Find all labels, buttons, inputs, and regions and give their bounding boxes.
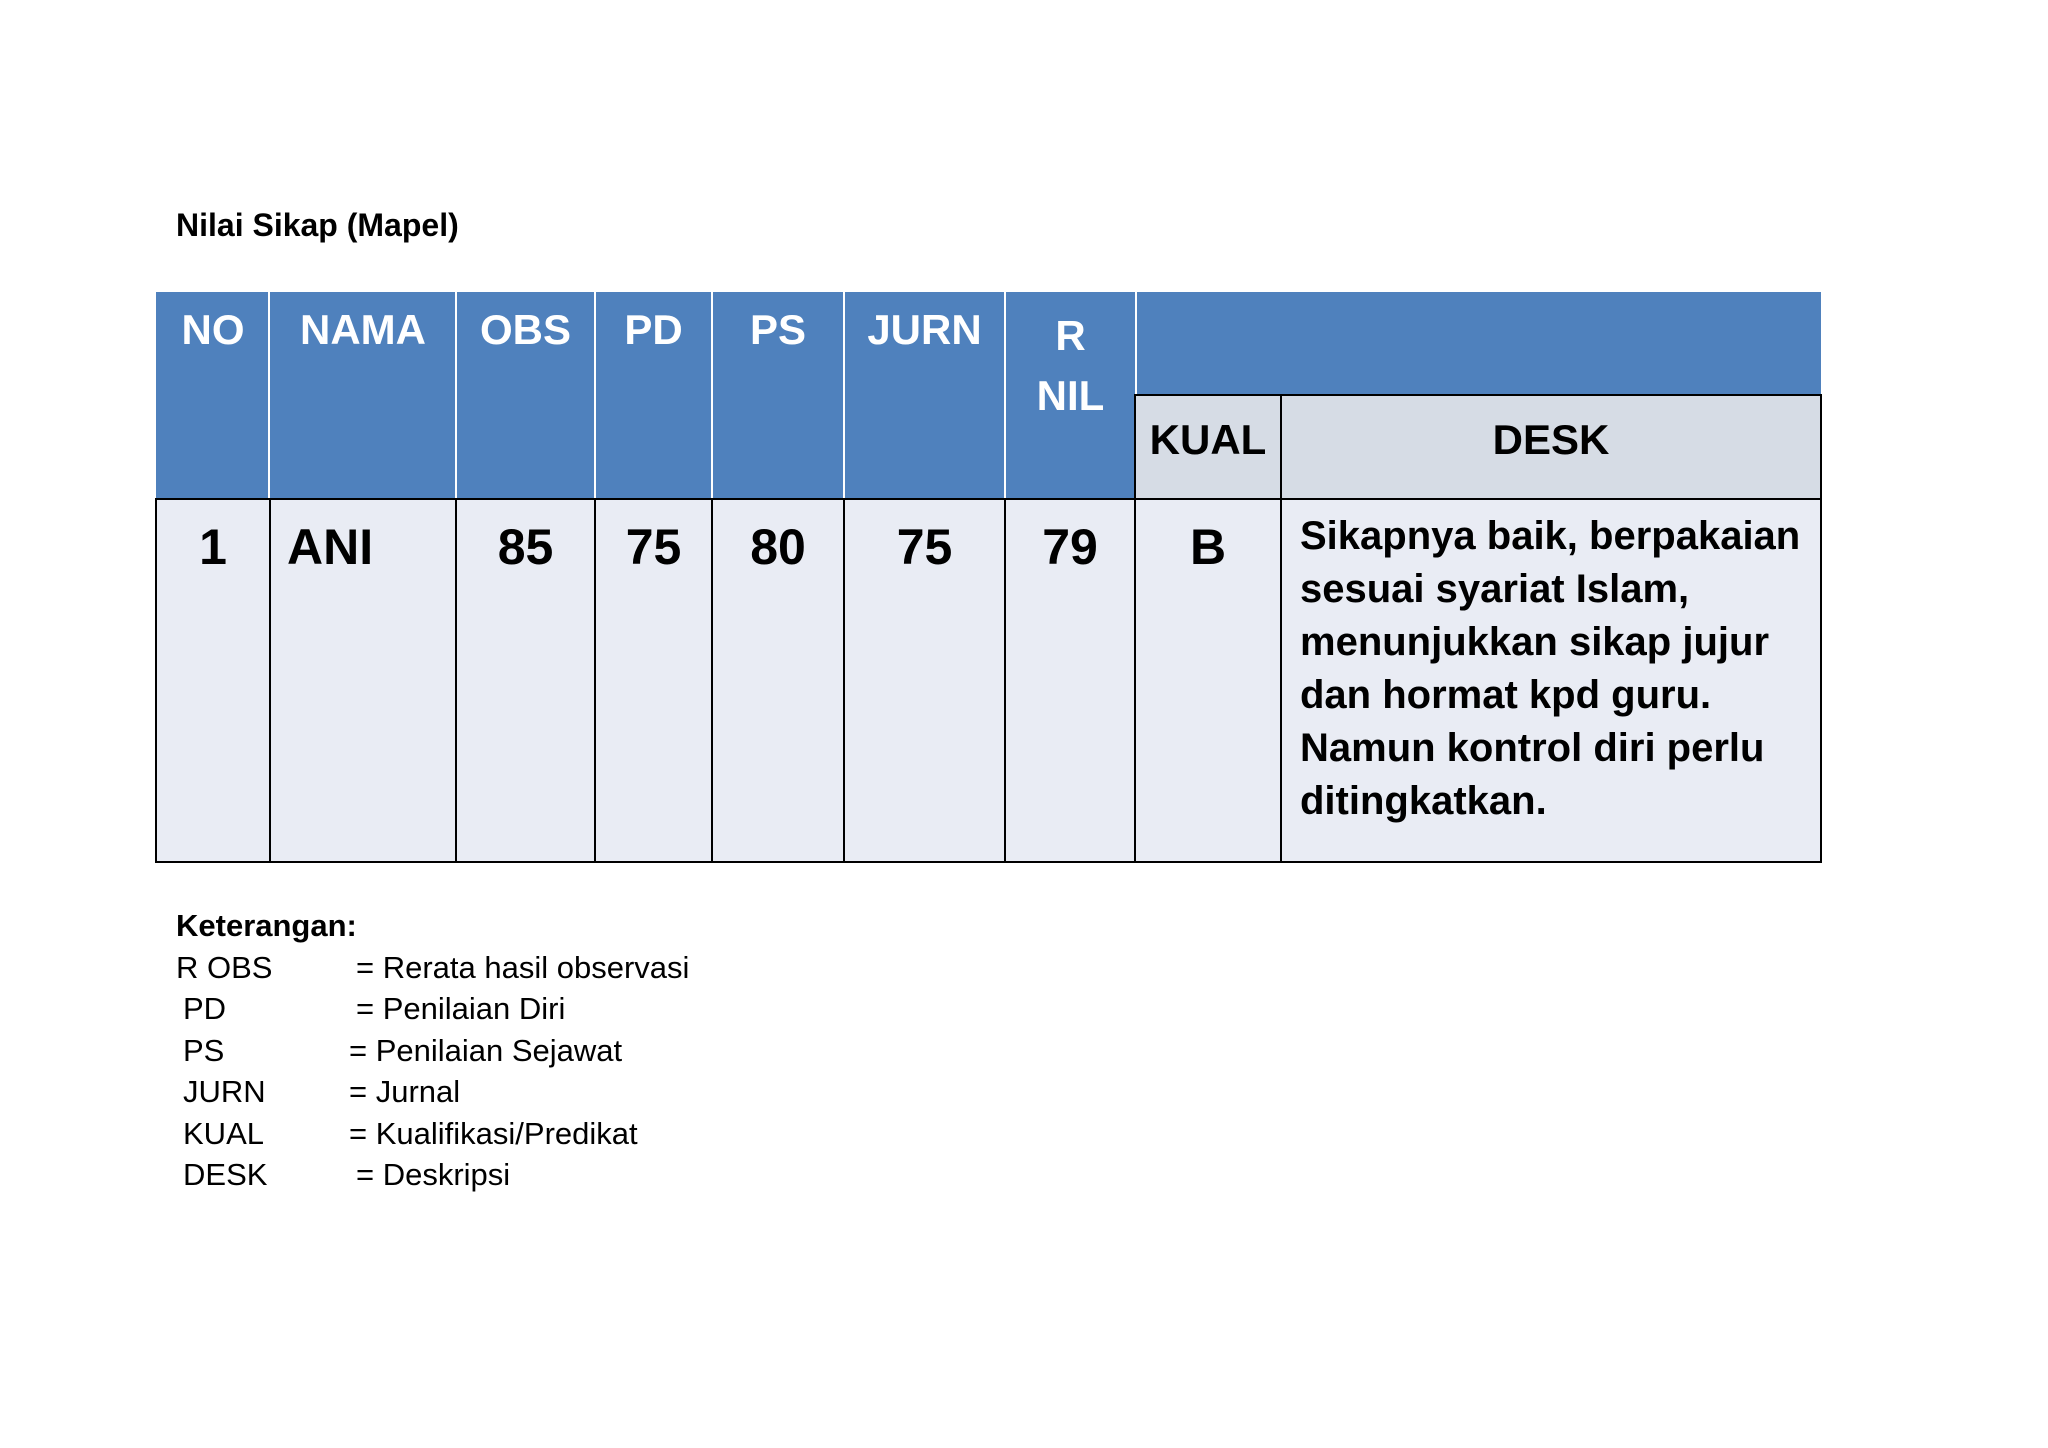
page-title: Nilai Sikap (Mapel) bbox=[176, 207, 459, 243]
header-ps bbox=[711, 292, 843, 498]
header-group-blank bbox=[1135, 292, 1821, 395]
legend-item bbox=[176, 947, 690, 989]
cell-obs bbox=[455, 498, 596, 863]
legend-abbr: DESK bbox=[183, 1157, 268, 1192]
desk-line: dan hormat kpd guru. bbox=[1300, 673, 1712, 717]
desk-line: menunjukkan sikap jujur bbox=[1300, 620, 1770, 664]
cell-no-value: 1 bbox=[199, 519, 227, 575]
cell-nama bbox=[269, 498, 457, 863]
desk-line: ditingkatkan. bbox=[1300, 779, 1547, 823]
header-obs-label: OBS bbox=[479, 306, 571, 353]
header-desk-label: DESK bbox=[1492, 416, 1610, 463]
legend-abbr: KUAL bbox=[183, 1115, 264, 1151]
legend-definition: = Kualifikasi/Predikat bbox=[349, 1115, 638, 1151]
cell-nama-value: ANI bbox=[287, 519, 374, 575]
legend-abbr: R OBS bbox=[176, 949, 273, 985]
desk-line: Namun kontrol diri perlu bbox=[1300, 726, 1765, 770]
legend bbox=[176, 905, 690, 1196]
header-rnil-line1: R bbox=[1055, 312, 1086, 359]
header-obs bbox=[455, 292, 594, 498]
header-rnil-line2: NIL bbox=[1036, 372, 1105, 419]
header-rnil bbox=[1004, 292, 1135, 498]
legend-item bbox=[176, 988, 566, 1030]
cell-jurn bbox=[843, 498, 1006, 863]
legend-title: Keterangan: bbox=[176, 908, 357, 943]
cell-obs-value: 85 bbox=[497, 519, 554, 575]
header-nama bbox=[268, 292, 456, 498]
header-kual bbox=[1134, 394, 1282, 500]
header-jurn-label: JURN bbox=[867, 306, 982, 353]
cell-rnil-value: 79 bbox=[1042, 519, 1098, 575]
cell-jurn-value: 75 bbox=[896, 519, 953, 575]
legend-definition: = Jurnal bbox=[349, 1074, 461, 1109]
cell-ps-value: 80 bbox=[750, 519, 806, 575]
legend-definition: = Penilaian Sejawat bbox=[349, 1032, 623, 1068]
cell-pd-value: 75 bbox=[625, 519, 682, 575]
cell-kual-value: B bbox=[1189, 519, 1227, 575]
cell-no bbox=[155, 498, 271, 863]
header-no bbox=[156, 292, 270, 498]
header-ps-label: PS bbox=[749, 306, 807, 353]
header-kual-label: KUAL bbox=[1149, 416, 1267, 463]
legend-abbr: PS bbox=[183, 1032, 225, 1068]
cell-kual bbox=[1134, 498, 1282, 863]
desk-line: Sikapnya baik, berpakaian bbox=[1300, 514, 1801, 558]
legend-definition: = Deskripsi bbox=[356, 1157, 511, 1192]
header-pd-label: PD bbox=[624, 306, 683, 353]
header-no-label: NO bbox=[181, 306, 245, 353]
legend-definition: = Rerata hasil observasi bbox=[356, 949, 690, 985]
legend-item bbox=[176, 1113, 638, 1155]
cell-desk bbox=[1280, 498, 1822, 863]
legend-item bbox=[176, 1071, 461, 1113]
header-desk bbox=[1280, 394, 1822, 500]
legend-abbr: JURN bbox=[183, 1074, 266, 1109]
header-nama-label: NAMA bbox=[300, 306, 426, 353]
cell-rnil bbox=[1004, 498, 1136, 863]
legend-definition: = Penilaian Diri bbox=[356, 991, 566, 1026]
legend-item bbox=[176, 1030, 623, 1072]
header-jurn bbox=[843, 292, 1004, 498]
header-pd bbox=[594, 292, 711, 498]
legend-abbr: PD bbox=[183, 991, 227, 1026]
legend-item bbox=[176, 1154, 511, 1196]
desk-line: sesuai syariat Islam, bbox=[1300, 567, 1690, 611]
cell-ps bbox=[711, 498, 845, 863]
cell-pd bbox=[594, 498, 713, 863]
